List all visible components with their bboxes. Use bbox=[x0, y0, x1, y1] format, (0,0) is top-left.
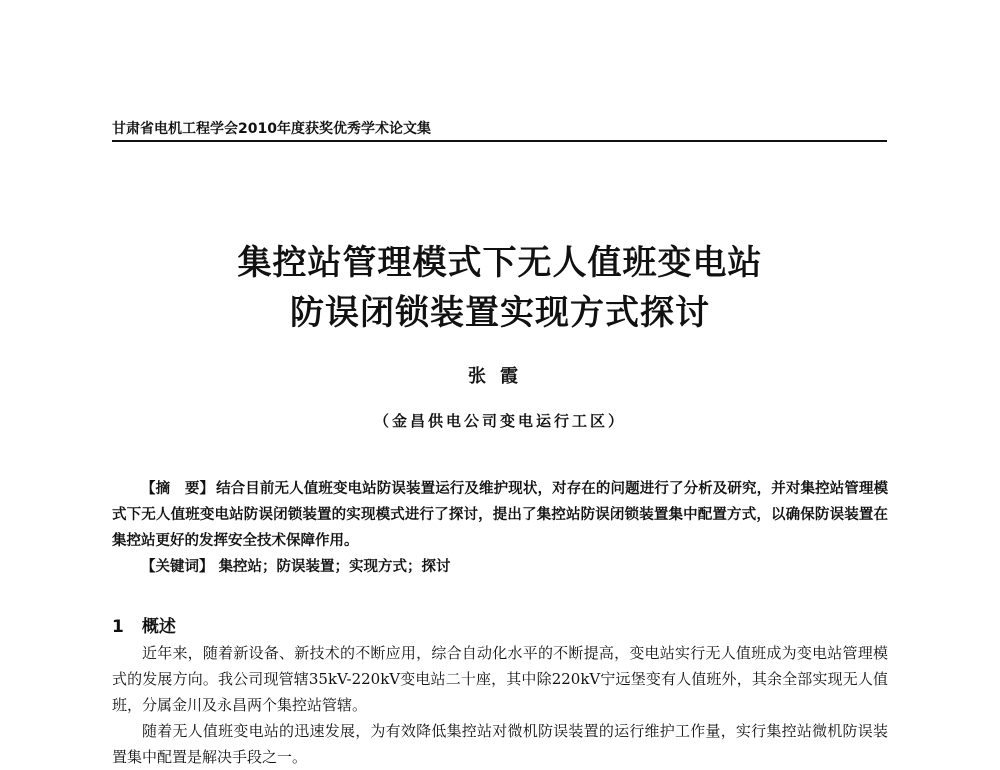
section-body bbox=[112, 640, 888, 770]
section-title: 概述 bbox=[141, 617, 176, 637]
section-heading bbox=[112, 612, 176, 637]
paper-title bbox=[0, 238, 1000, 338]
abstract bbox=[112, 476, 888, 554]
header-rule bbox=[112, 140, 887, 142]
running-header: 甘肃省电机工程学会2010年度获奖优秀学术论文集 bbox=[112, 121, 431, 137]
keywords-label: 【关键词】 bbox=[141, 558, 214, 575]
author-name: 张霞 bbox=[468, 366, 532, 387]
abstract-text: 结合目前无人值班变电站防误装置运行及维护现状，对存在的问题进行了分析及研究，并对集控站管理模式下无人值班变电站防误闭锁装置的实现模式进行了探讨，提出了集控站防误闭锁装置集中配置方式，以确保防误装置在集控站更好的发挥安全技术保障作用。 bbox=[112, 480, 889, 549]
section-number: 1 bbox=[112, 617, 124, 637]
author-affiliation: （金昌供电公司变电运行工区） bbox=[373, 412, 626, 430]
title-line-2: 防误闭锁装置实现方式探讨 bbox=[290, 293, 710, 333]
abstract-label: 【摘 要】 bbox=[141, 480, 215, 497]
body-paragraph: 随着无人值班变电站的迅速发展，为有效降低集控站对微机防误装置的运行维护工作量，实行集控站微机防误装置集中配置是解决手段之一。 bbox=[112, 722, 888, 766]
body-paragraph: 近年来，随着新设备、新技术的不断应用，综合自动化水平的不断提高，变电站实行无人值班成为变电站管理模式的发展方向。我公司现管辖35kV-220kV变电站二十座，其中除220kV宁远堡变有人值班外，其余全部实现无人值班，分属金川及永昌两个集控站管辖。 bbox=[112, 644, 888, 714]
title-line-1: 集控站管理模式下无人值班变电站 bbox=[237, 243, 763, 283]
abstract-paragraph bbox=[112, 476, 888, 554]
keywords bbox=[112, 554, 888, 580]
keywords-text: 集控站；防误装置；实现方式；探讨 bbox=[218, 558, 451, 575]
